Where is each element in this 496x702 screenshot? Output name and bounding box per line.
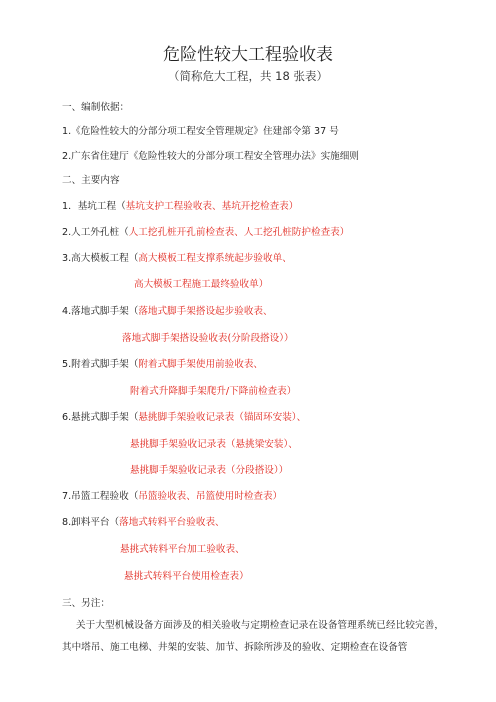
item-forms-continuation: 悬挑式转料平台加工验收表、 [120,544,245,555]
item-label: 5.附着式脚手架（ [62,359,139,370]
item-forms: 人工挖孔桩开孔前检查表、人工挖孔桩防护检查表） [128,227,350,238]
item-forms: 吊篮验收表、吊篮使用时检查表） [138,491,283,502]
item-forms-continuation: 悬挑脚手架验收记录表（悬挑梁安装）、 [130,439,298,450]
item-forms-continuation: 悬挑脚手架验收记录表（分段搭设）） [130,465,289,476]
item-label: 2.人工外孔桩（ [62,227,129,238]
item-forms: 基坑支护工程验收表、基坑开挖检查表） [125,201,299,212]
item-forms: 附着式脚手架使用前验收表、 [138,359,264,370]
section-heading-notes: 三、另注： [62,598,110,609]
item-label: 8.卸料平台（ [62,517,120,528]
content-item-unloading-platform [62,516,225,530]
item-forms-continuation: 高大模板工程施工最终验收单） [134,279,269,290]
content-item-floor-scaffold [62,305,273,319]
basis-item-2: 2.广东省住建厅《危险性较大的分部分项工程安全管理办法》实施细则 [62,151,359,162]
content-item-foundation-pit [62,200,298,214]
item-label: 4.落地式脚手架（ [62,306,139,317]
notes-paragraph: 关于大型机械设备方面涉及的相关验收与定期检查记录在设备管理系统已经比较完善，其中塔吊、施工电梯、井架的安装、加节、拆除所涉及的验收、定期检查在设备管 [62,620,444,653]
content-item-attached-scaffold [62,358,263,372]
content-item-high-formwork [62,252,292,266]
item-forms-continuation: 落地式脚手架搭设验收表(分阶段搭设）） [122,333,294,344]
section-heading-content: 二、主要内容 [62,175,120,186]
document-subtitle: （简称危大工程，共 18 张表） [168,69,328,83]
item-forms: 悬挑脚手架验收记录表（锚固环安装）、 [138,412,307,423]
item-forms: 落地式脚手架搭设起步验收表、 [138,306,273,317]
document-title: 危险性较大工程验收表 [163,45,333,65]
item-forms-continuation: 悬挑式转料平台使用检查表） [124,571,249,582]
content-item-cantilever-scaffold [62,411,306,425]
content-item-manual-pile [62,226,349,240]
item-label: 7.吊篮工程验收（ [62,491,139,502]
item-label: 1．基坑工程（ [62,201,126,212]
item-forms: 落地式转料平台验收表、 [119,517,225,528]
item-label: 6.悬挑式脚手架（ [62,412,139,423]
content-item-gondola [62,490,282,504]
item-label: 3.高大模板工程（ [62,253,139,264]
basis-item-1: 1.《危险性较大的分部分项工程安全管理规定》住建部令第 37 号 [62,126,339,137]
section-heading-basis: 一、编制依据： [62,102,130,113]
item-forms-continuation: 附着式升降脚手架爬升/下降前检查表） [130,386,297,397]
item-forms: 高大模板工程支撑系统起步验收单、 [138,253,292,264]
